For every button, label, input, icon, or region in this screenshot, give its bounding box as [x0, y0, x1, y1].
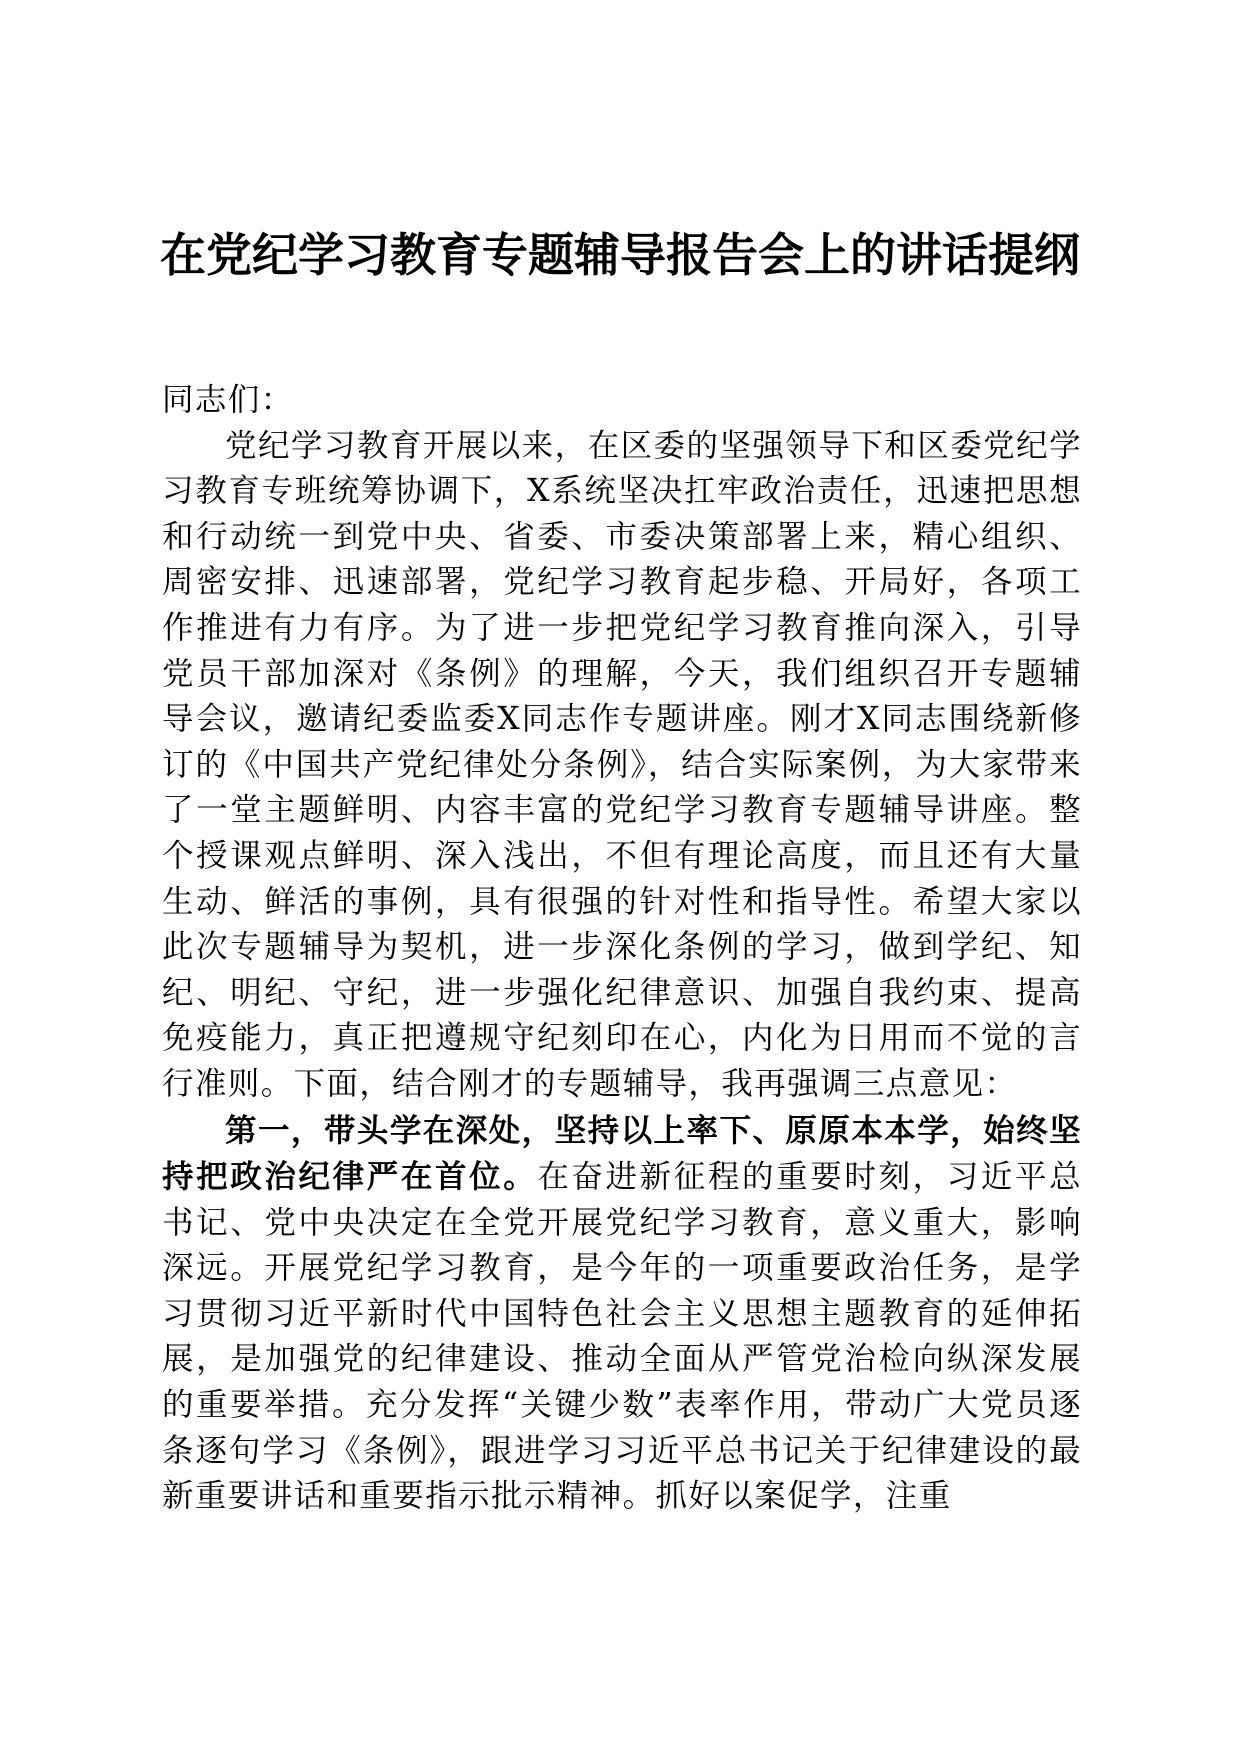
paragraph-point-one — [162, 1108, 1082, 1520]
salutation: 同志们： — [162, 382, 294, 418]
document-title: 在党纪学习教育专题辅导报告会上的讲话提纲 — [160, 228, 1080, 282]
paragraph-text: 在奋进新征程的重要时刻，习近平总书记、党中央决定在全党开展党纪学习教育，意义重大，影响深远。开展党纪学习教育，是今年的一项重要政治任务，是学习贯彻习近平新时代中国特色社会主义思想主题教育的延伸拓展，是加强党的纪律建设、推动全面从严管党治检向纵深发展的重要举措。充分发挥“关键少数”表率作用，带动广大党员逐条逐句学习《条例》，跟进学习习近平总书记关于纪律建设的最新重要讲话和重要指示批示精神。抓好以案促学，注重 — [162, 1159, 1082, 1515]
document-body — [162, 378, 1082, 1520]
paragraph-intro — [162, 424, 1082, 1108]
paragraph-lead: 第一，带头学在深处，坚持以上率下、原原本本学，始终坚持把政治纪律严在首位。 — [162, 1111, 1082, 1196]
paragraph-text: 党纪学习教育开展以来，在区委的坚强领导下和区委党纪学习教育专班统筹协调下，X系统坚决扛牢政治责任，迅速把思想和行动统一到党中央、省委、市委决策部署上来，精心组织、周密安排、迅速部署，党纪学习教育起步稳、开局好，各项工作推进有力有序。为了进一步把党纪学习教育推向深入，引导党员干部加深对《条例》的理解，今天，我们组织召开专题辅导会议，邀请纪委监委X同志作专题讲座。刚才X同志围绕新修订的《中国共产党纪律处分条例》，结合实际案例，为大家带来了一堂主题鲜明、内容丰富的党纪学习教育专题辅导讲座。整个授课观点鲜明、深入浅出，不但有理论高度，而且还有大量生动、鲜活的事例，具有很强的针对性和指导性。希望大家以此次专题辅导为契机，进一步深化条例的学习，做到学纪、知纪、明纪、守纪，进一步强化纪律意识、加强自我约束、提高免疫能力，真正把遵规守纪刻印在心，内化为日用而不觉的言行准则。下面，结合刚才的专题辅导，我再强调三点意见： — [162, 427, 1082, 1102]
